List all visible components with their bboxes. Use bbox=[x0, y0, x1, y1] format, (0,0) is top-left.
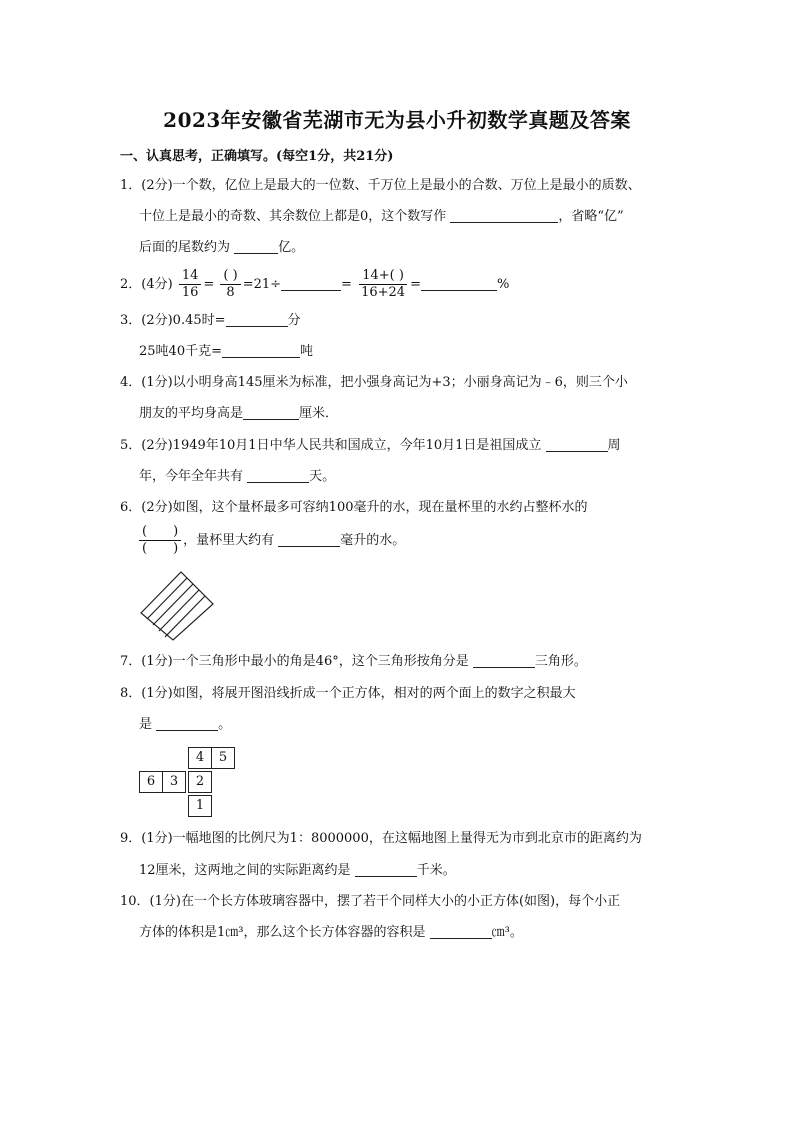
q3-text: 3．(2分)0.45时= bbox=[120, 313, 226, 328]
q3-line2 bbox=[139, 343, 313, 361]
q2-label: 2．(4分) bbox=[120, 277, 173, 292]
q1-line3 bbox=[139, 239, 304, 257]
q3-text: 分 bbox=[287, 313, 301, 328]
q1-line1: 1．(2分)一个数，亿位上是最大的一位数、千万位上是最小的合数、万位上是最小的质数、 bbox=[120, 178, 641, 193]
q8-line2 bbox=[139, 716, 231, 734]
page-title: 2023年安徽省芜湖市无为县小升初数学真题及答案 bbox=[163, 108, 631, 132]
q7-text: 7．(1分)一个三角形中最小的角是46°，这个三角形按角分是 bbox=[120, 654, 473, 669]
answer-blank[interactable] bbox=[546, 437, 608, 452]
q3-text: 吨 bbox=[299, 344, 313, 359]
answer-blank[interactable] bbox=[243, 405, 299, 420]
answer-blank[interactable] bbox=[450, 208, 558, 223]
answer-blank[interactable] bbox=[222, 343, 300, 358]
answer-blank[interactable] bbox=[156, 716, 218, 731]
answer-blank[interactable] bbox=[281, 276, 341, 291]
q3-line1 bbox=[120, 312, 301, 330]
cube-face: 2 bbox=[188, 771, 212, 793]
answer-blank[interactable] bbox=[355, 862, 417, 877]
fraction: $\frac{( )}{( )}$ bbox=[139, 524, 181, 557]
cube-face: 4 bbox=[188, 747, 212, 769]
answer-blank[interactable] bbox=[226, 312, 288, 327]
q6-text: 毫升的水。 bbox=[340, 533, 406, 548]
q10-text: ㎝³。 bbox=[491, 925, 523, 940]
q1-text: 后面的尾数约为 bbox=[139, 240, 235, 255]
q7-line bbox=[120, 653, 587, 671]
q5-text: 5．(2分)1949年10月1日中华人民共和国成立，今年10月1日是祖国成立 bbox=[120, 438, 546, 453]
q7-text: 三角形。 bbox=[534, 654, 587, 669]
q4-text: 朋友的平均身高是 bbox=[139, 406, 244, 421]
answer-blank[interactable] bbox=[247, 468, 309, 483]
measuring-cup-figure bbox=[138, 568, 218, 644]
cube-face: 6 bbox=[139, 771, 163, 793]
q4-text: 厘米． bbox=[299, 406, 339, 421]
q9-line1: 9．(1分)一幅地图的比例尺为1：8000000，在这幅地图上量得无为市到北京市的距离约为 bbox=[120, 831, 642, 846]
q2-line: 2．(4分) $\frac{14}{16}$ = $\frac{( )}{8}$ =21÷ = $\frac{14+( )}{16+24}$ = % bbox=[120, 268, 510, 300]
q6-text: ，量杯里大约有 bbox=[183, 533, 279, 548]
q9-line2 bbox=[139, 862, 456, 880]
fraction: $\frac{( )}{8}$ bbox=[220, 268, 240, 301]
cube-face: 5 bbox=[211, 747, 235, 769]
q6-line2 bbox=[139, 524, 405, 558]
answer-blank[interactable] bbox=[430, 924, 492, 939]
q4-line2 bbox=[139, 405, 338, 423]
q3-text: 25吨40千克= bbox=[139, 344, 222, 359]
q9-text: 千米。 bbox=[416, 863, 456, 878]
q5-text: 天。 bbox=[309, 469, 336, 484]
q1-line2 bbox=[139, 208, 624, 226]
answer-blank[interactable] bbox=[473, 653, 535, 668]
cube-face: 3 bbox=[162, 771, 186, 793]
q5-line1 bbox=[120, 437, 621, 455]
section-heading: 一、认真思考，正确填写。(每空1分，共21分) bbox=[120, 149, 394, 164]
q10-text: 方体的体积是1㎝³，那么这个长方体容器的容积是 bbox=[139, 925, 430, 940]
q1-text: 亿。 bbox=[278, 240, 305, 255]
q6-line1: 6．(2分)如图，这个量杯最多可容纳100毫升的水，现在量杯里的水约占整杯水的 bbox=[120, 500, 588, 515]
fraction: $\frac{14}{16}$ bbox=[179, 268, 202, 301]
answer-blank[interactable] bbox=[421, 276, 497, 291]
q5-text: 周 bbox=[607, 438, 621, 453]
q10-line2 bbox=[139, 924, 523, 942]
q4-line1: 4．(1分)以小明身高145厘米为标准，把小强身高记为+3；小丽身高记为﹣6，则三个小 bbox=[120, 375, 628, 390]
q10-line1: 10．(1分)在一个长方体玻璃容器中，摆了若干个同样大小的小正方体(如图)，每个小正 bbox=[120, 894, 621, 909]
q8-line1: 8．(1分)如图，将展开图沿线折成一个正方体，相对的两个面上的数字之积最大 bbox=[120, 686, 576, 701]
answer-blank[interactable] bbox=[278, 532, 340, 547]
q5-line2 bbox=[139, 468, 335, 486]
q5-text: 年，今年全年共有 bbox=[139, 469, 248, 484]
q1-text: 十位上是最小的奇数、其余数位上都是0，这个数写作 bbox=[139, 209, 451, 224]
fraction: $\frac{14+( )}{16+24}$ bbox=[361, 268, 406, 300]
q8-text: 。 bbox=[218, 717, 232, 732]
cube-face: 1 bbox=[188, 795, 212, 817]
answer-blank[interactable] bbox=[234, 239, 278, 254]
q1-text: ，省略“亿” bbox=[558, 209, 624, 224]
q8-text: 是 bbox=[139, 717, 157, 732]
q9-text: 12厘米，这两地之间的实际距离约是 bbox=[139, 863, 355, 878]
